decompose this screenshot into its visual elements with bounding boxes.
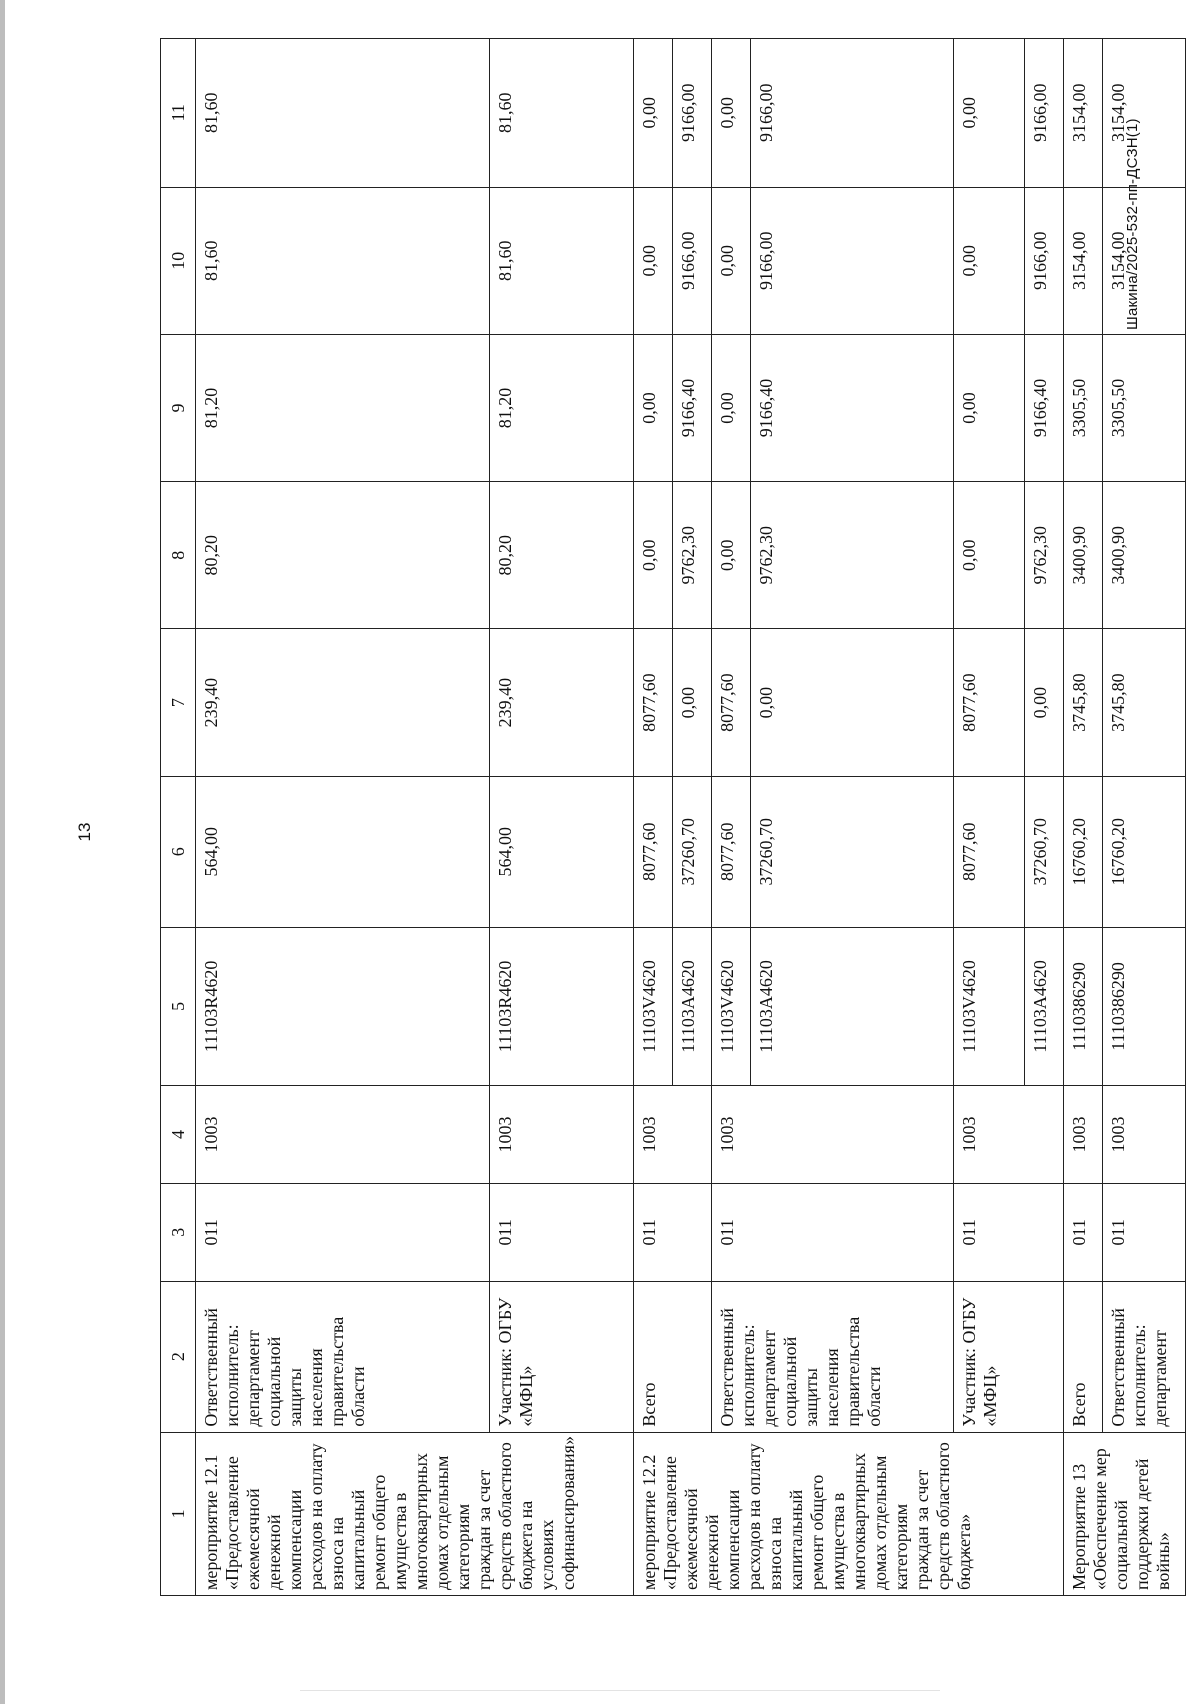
- kbk-cell: 11103A4620: [673, 927, 712, 1085]
- value-cell: 0,00: [751, 629, 954, 776]
- footer-code: Шакина/2025-532-пп-ДСЗН(1): [1124, 118, 1141, 330]
- measure-name-cell: мероприятие 12.2 «Предоставление ежемесячной денежной компенсации расходов на оплату взноса на капитальный ремонт общего имущества в многоквартирных домах отдельным категориям граждан за счет средств областного бюджета»: [634, 1432, 1064, 1595]
- code-cell: 011: [634, 1183, 712, 1281]
- value-cell: 81,60: [196, 39, 490, 188]
- code-cell: 011: [1103, 1183, 1186, 1281]
- value-cell: 9166,40: [1025, 334, 1064, 481]
- executor-cell: Ответственный исполнитель: департамент: [1103, 1281, 1186, 1432]
- value-cell: 0,00: [712, 482, 751, 629]
- executor-cell: Участник: ОГБУ «МФЦ»: [954, 1281, 1064, 1432]
- header-cell: 8: [161, 482, 196, 629]
- value-cell: 3154,00: [1103, 187, 1186, 334]
- value-cell: 3154,00: [1103, 39, 1186, 188]
- value-cell: 239,40: [196, 629, 490, 776]
- value-cell: 8077,60: [634, 776, 673, 927]
- value-cell: 3305,50: [1103, 334, 1186, 481]
- value-cell: 0,00: [712, 39, 751, 188]
- value-cell: 8077,60: [954, 629, 1025, 776]
- kbk-cell: 11103R4620: [196, 927, 490, 1085]
- code-cell: 011: [1064, 1183, 1103, 1281]
- scan-artifact: [300, 1690, 940, 1691]
- section-cell: 1003: [954, 1086, 1064, 1184]
- page-number: 13: [75, 822, 94, 842]
- executor-cell: Участник: ОГБУ «МФЦ»: [490, 1281, 634, 1432]
- value-cell: 564,00: [196, 776, 490, 927]
- funding-table: [160, 38, 1186, 1596]
- header-cell: 7: [161, 629, 196, 776]
- value-cell: 0,00: [1025, 629, 1064, 776]
- code-cell: 011: [490, 1183, 634, 1281]
- value-cell: 8077,60: [712, 776, 751, 927]
- value-cell: 16760,20: [1103, 776, 1186, 927]
- executor-cell: Ответственный исполнитель: департамент социальной защиты населения правительства области: [712, 1281, 954, 1432]
- value-cell: 9762,30: [673, 482, 712, 629]
- kbk-cell: 1110386290: [1103, 927, 1186, 1085]
- value-cell: 0,00: [634, 482, 673, 629]
- section-cell: 1003: [490, 1086, 634, 1184]
- section-cell: 1003: [196, 1086, 490, 1184]
- code-cell: 011: [712, 1183, 954, 1281]
- code-cell: 011: [954, 1183, 1064, 1281]
- value-cell: 80,20: [490, 482, 634, 629]
- table-row: [1064, 39, 1103, 1596]
- value-cell: 8077,60: [954, 776, 1025, 927]
- value-cell: 8077,60: [634, 629, 673, 776]
- section-cell: 1003: [634, 1086, 712, 1184]
- value-cell: 81,60: [490, 187, 634, 334]
- value-cell: 81,20: [196, 334, 490, 481]
- value-cell: 3305,50: [1064, 334, 1103, 481]
- table-row: [634, 39, 673, 1596]
- value-cell: 3400,90: [1064, 482, 1103, 629]
- kbk-cell: 11103A4620: [751, 927, 954, 1085]
- value-cell: 81,20: [490, 334, 634, 481]
- value-cell: 0,00: [634, 187, 673, 334]
- header-cell: 3: [161, 1183, 196, 1281]
- value-cell: 0,00: [954, 39, 1025, 188]
- header-cell: 6: [161, 776, 196, 927]
- header-cell: 1: [161, 1432, 196, 1595]
- kbk-cell: 11103V4620: [954, 927, 1025, 1085]
- value-cell: 0,00: [634, 39, 673, 188]
- kbk-cell: 11103R4620: [490, 927, 634, 1085]
- header-cell: 10: [161, 187, 196, 334]
- value-cell: 9166,00: [673, 39, 712, 188]
- value-cell: 9166,00: [673, 187, 712, 334]
- value-cell: 3745,80: [1064, 629, 1103, 776]
- measure-name-cell: Мероприятие 13 «Обеспечение мер социальной поддержки детей войны»: [1064, 1432, 1186, 1595]
- value-cell: 0,00: [712, 187, 751, 334]
- value-cell: 9166,00: [751, 39, 954, 188]
- header-cell: 4: [161, 1086, 196, 1184]
- value-cell: 0,00: [712, 334, 751, 481]
- value-cell: 37260,70: [751, 776, 954, 927]
- executor-cell: Всего: [1064, 1281, 1103, 1432]
- value-cell: 81,60: [196, 187, 490, 334]
- kbk-cell: 1110386290: [1064, 927, 1103, 1085]
- value-cell: 0,00: [954, 482, 1025, 629]
- value-cell: 3154,00: [1064, 39, 1103, 188]
- value-cell: 3745,80: [1103, 629, 1186, 776]
- header-cell: 9: [161, 334, 196, 481]
- page-edge: [0, 0, 5, 1704]
- section-cell: 1003: [712, 1086, 954, 1184]
- header-cell: 11: [161, 39, 196, 188]
- table-row: [954, 39, 1025, 1596]
- value-cell: 9166,00: [751, 187, 954, 334]
- value-cell: 9166,40: [751, 334, 954, 481]
- value-cell: 37260,70: [673, 776, 712, 927]
- code-cell: 011: [196, 1183, 490, 1281]
- value-cell: 9762,30: [751, 482, 954, 629]
- table-row: [1103, 39, 1186, 1596]
- executor-cell: Всего: [634, 1281, 712, 1432]
- table-row: [490, 39, 634, 1596]
- value-cell: 81,60: [490, 39, 634, 188]
- value-cell: 239,40: [490, 629, 634, 776]
- value-cell: 9166,00: [1025, 187, 1064, 334]
- measure-name-cell: мероприятие 12.1 «Предоставление ежемесячной денежной компенсации расходов на оплату взноса на капитальный ремонт общего имущества в многоквартирных домах отдельным категориям граждан за счет средств областного бюджета на условиях софинансирования»: [196, 1432, 634, 1595]
- value-cell: 0,00: [634, 334, 673, 481]
- executor-cell: Ответственный исполнитель: департамент социальной защиты населения правительства области: [196, 1281, 490, 1432]
- value-cell: 0,00: [954, 334, 1025, 481]
- value-cell: 3400,90: [1103, 482, 1186, 629]
- value-cell: 0,00: [673, 629, 712, 776]
- header-row: [161, 39, 196, 1596]
- table-row: [196, 39, 490, 1596]
- section-cell: 1003: [1064, 1086, 1103, 1184]
- section-cell: 1003: [1103, 1086, 1186, 1184]
- value-cell: 9166,00: [1025, 39, 1064, 188]
- value-cell: 9762,30: [1025, 482, 1064, 629]
- kbk-cell: 11103V4620: [712, 927, 751, 1085]
- value-cell: 9166,40: [673, 334, 712, 481]
- header-cell: 5: [161, 927, 196, 1085]
- table-row: [712, 39, 751, 1596]
- value-cell: 80,20: [196, 482, 490, 629]
- value-cell: 3154,00: [1064, 187, 1103, 334]
- kbk-cell: 11103V4620: [634, 927, 673, 1085]
- value-cell: 37260,70: [1025, 776, 1064, 927]
- value-cell: 16760,20: [1064, 776, 1103, 927]
- value-cell: 0,00: [954, 187, 1025, 334]
- value-cell: 564,00: [490, 776, 634, 927]
- header-cell: 2: [161, 1281, 196, 1432]
- value-cell: 8077,60: [712, 629, 751, 776]
- kbk-cell: 11103A4620: [1025, 927, 1064, 1085]
